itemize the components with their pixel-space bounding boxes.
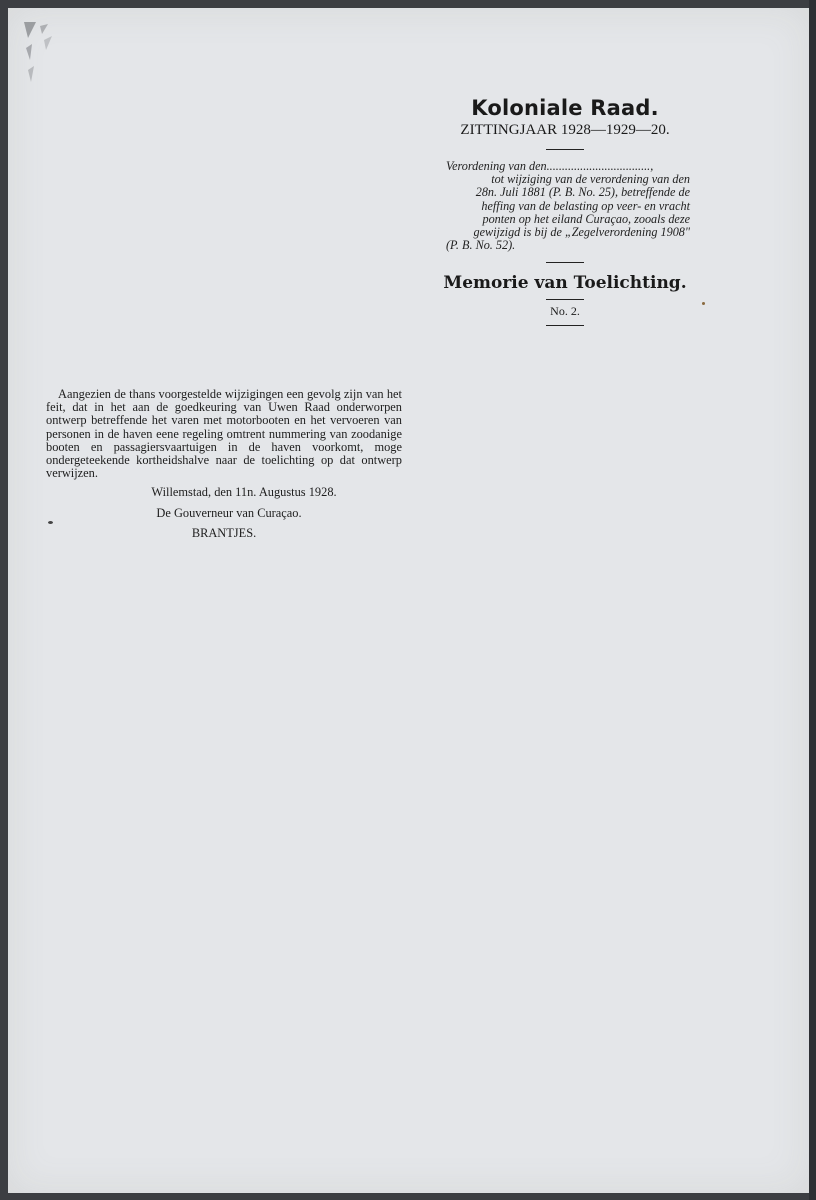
- signatory-title: De Gouverneur van Curaçao.: [156, 505, 302, 520]
- decree-line: tot wijziging van de verordening van den: [491, 172, 690, 187]
- document-page: [8, 8, 809, 1193]
- body-text: [46, 388, 402, 547]
- corner-stain-mark: [22, 20, 72, 90]
- decree-line: (P. B. No. 52).: [446, 238, 516, 253]
- paper-speck: [702, 302, 705, 305]
- decree-line: Verordening van den..................................,: [446, 159, 654, 173]
- session-year: ZITTINGJAAR 1928—1929—20.: [460, 122, 670, 138]
- explanation-paragraph: Aangezien de thans voorgestelde wijzigingen een gevolg zijn van het feit, dat in het aan de goedkeuring van Uwen Raad onderworpen ontwerp betreffende het varen met motorbooten en het vervoeren van personen in de haven eene regeling omtrent nummering van zoodanige booten en passagiersvaartuigen in de haven voorkomt, moge ondergeteekende kortheidshalve naar de toelichting op dat ontwerp verwijzen.: [46, 387, 402, 481]
- decree-line: gewijzigd is bij de „Zegelverordening 1908": [473, 225, 690, 240]
- council-title: Koloniale Raad.: [471, 96, 659, 120]
- scan-edge: [809, 0, 816, 1200]
- document-number: No. 2.: [550, 304, 580, 319]
- decree-line: heffing van de belasting op veer- en vracht: [481, 198, 690, 213]
- signature-block: [46, 486, 402, 540]
- header-block: [440, 96, 690, 336]
- decree-line: ponten op het eiland Curaçao, zooals deze: [482, 211, 690, 226]
- document-title: Memorie van Toelichting.: [443, 273, 687, 294]
- divider-rule: [546, 149, 584, 150]
- divider-rule: [546, 325, 584, 326]
- paper-speck: [48, 521, 53, 524]
- divider-rule: [546, 299, 584, 300]
- divider-rule: [546, 262, 584, 263]
- signature-name: BRANTJES.: [191, 525, 257, 540]
- decree-description: [440, 160, 690, 252]
- place-date: Willemstad, den 11n. Augustus 1928.: [151, 485, 337, 500]
- decree-line: 28n. Juli 1881 (P. B. No. 25), betreffende de: [475, 185, 690, 200]
